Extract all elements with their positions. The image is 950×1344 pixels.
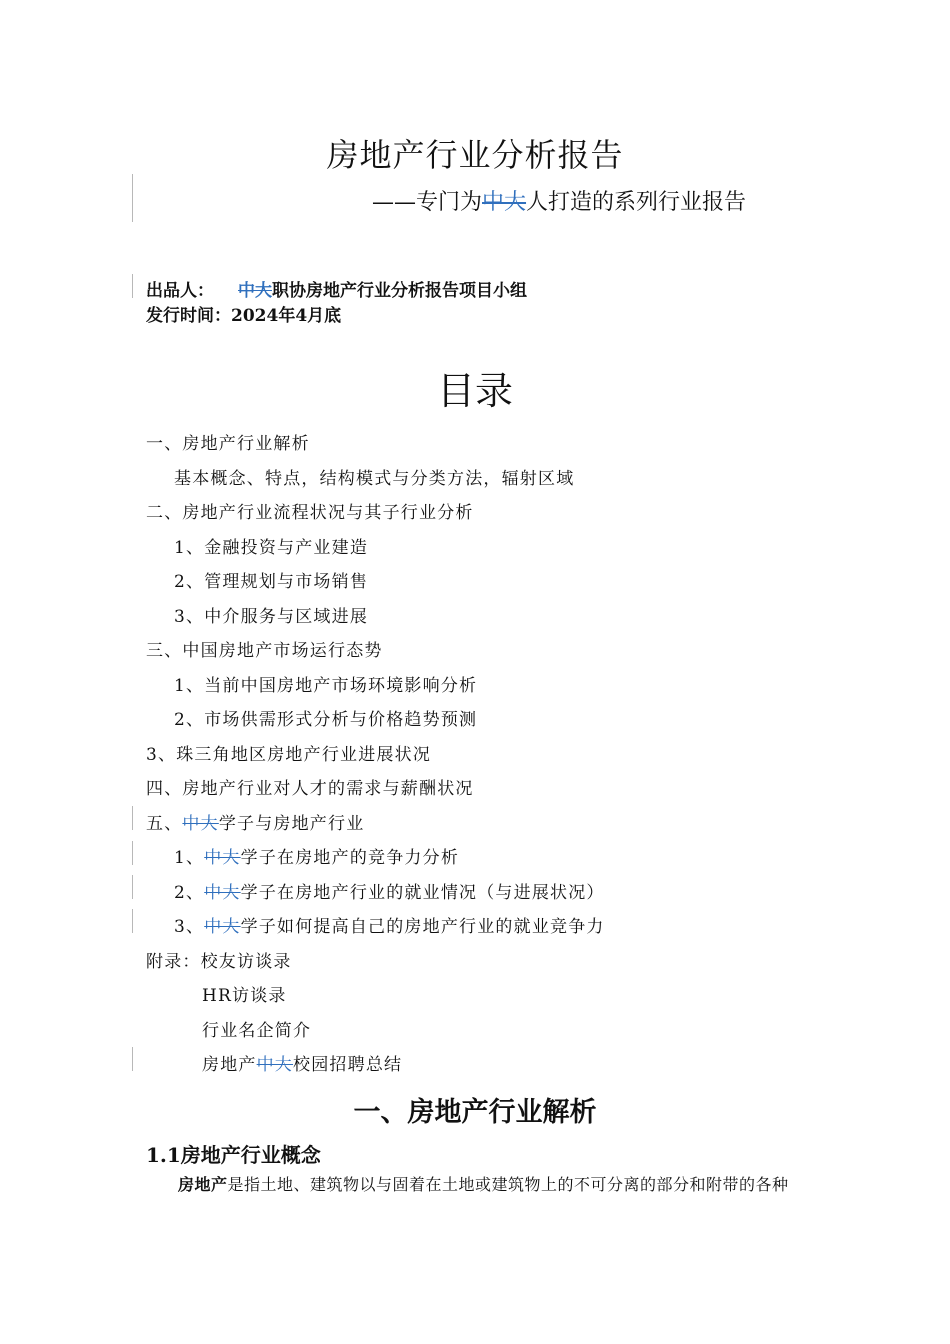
producer-label: 出品人：	[146, 281, 214, 301]
section-heading: 一、房地产行业解析	[353, 1097, 597, 1128]
toc-item[interactable]	[146, 429, 310, 454]
toc-item-text: 行业名企简介	[202, 1020, 312, 1041]
toc-item-text: 3、中介服务与区域进展	[174, 606, 369, 627]
subtitle-suffix: 人打造的系列行业报告	[526, 190, 747, 215]
revision-bar	[132, 174, 133, 222]
toc-item-text: 1、当前中国房地产市场环境影响分析	[174, 675, 478, 696]
deleted-text: 中大	[182, 813, 219, 834]
toc-item[interactable]	[174, 533, 368, 558]
paragraph-term: 房地产	[178, 1175, 228, 1194]
toc-item[interactable]	[202, 981, 287, 1006]
deleted-text: 中大	[204, 917, 241, 937]
section-paragraph	[178, 1172, 789, 1195]
toc-item-text: 学子如何提高自己的房地产行业的就业竞争力	[240, 917, 605, 937]
toc-item-text: 校园招聘总结	[293, 1055, 403, 1075]
toc-item[interactable]	[146, 740, 431, 765]
toc-item-text: 一、房地产行业解析	[146, 434, 310, 454]
revision-bar	[132, 806, 133, 830]
toc-item-text: 附录：校友访谈录	[146, 951, 292, 972]
subtitle-prefix: ——专门为	[372, 190, 483, 215]
document-title: 房地产行业分析报告	[326, 136, 624, 174]
toc-item[interactable]	[146, 947, 292, 972]
toc-item[interactable]	[174, 912, 605, 937]
toc-item[interactable]	[202, 1016, 311, 1041]
paragraph-text: 是指土地、建筑物以与固着在土地或建筑物上的不可分离的部分和附带的各种	[227, 1175, 789, 1194]
toc-item[interactable]	[174, 705, 477, 730]
revision-bar	[132, 909, 133, 933]
revision-bar	[132, 875, 133, 899]
toc-item[interactable]	[174, 464, 574, 489]
producer-name: 职协房地产行业分析报告项目小组	[272, 281, 527, 301]
toc-item-text: 2、	[174, 882, 205, 903]
toc-title: 目录	[436, 369, 513, 413]
toc-item-text: 房地产	[202, 1055, 257, 1075]
revision-bar	[132, 841, 133, 865]
toc-item-text: 2、市场供需形式分析与价格趋势预测	[174, 710, 478, 730]
deleted-text: 中大	[256, 1055, 294, 1075]
deleted-text: 中大	[204, 882, 241, 903]
revision-bar	[132, 1047, 133, 1071]
toc-item[interactable]	[174, 843, 459, 868]
toc-item-text: 1、金融投资与产业建造	[174, 537, 369, 558]
toc-item[interactable]	[146, 636, 383, 661]
toc-item-text: 四、房地产行业对人才的需求与薪酬状况	[146, 779, 474, 799]
toc-item-text: 1、	[174, 848, 205, 868]
toc-item[interactable]	[146, 498, 474, 523]
deleted-text: 中大	[204, 848, 241, 868]
toc-item-text: 五、	[146, 813, 183, 834]
toc-item-text: 二、房地产行业流程状况与其子行业分析	[146, 503, 474, 523]
toc-item-text: 三、中国房地产市场运行态势	[146, 641, 383, 661]
toc-item[interactable]	[202, 1050, 402, 1075]
toc-item-text: HR访谈录	[202, 986, 287, 1006]
toc-item-text: 学子在房地产行业的就业情况（与进展状况）	[240, 882, 605, 903]
toc-item[interactable]	[146, 774, 474, 799]
deleted-text: 中大	[482, 190, 527, 215]
toc-item-text: 学子与房地产行业	[218, 813, 365, 834]
section-subheading: 1.1房地产行业概念	[146, 1143, 321, 1167]
toc-item-text: 2、管理规划与市场销售	[174, 572, 369, 592]
toc-item[interactable]	[146, 809, 364, 834]
deleted-text: 中大	[238, 281, 272, 301]
toc-item-text: 3、	[174, 917, 205, 937]
toc-item-text: 3、珠三角地区房地产行业进展状况	[146, 744, 432, 765]
toc-item[interactable]	[174, 567, 368, 592]
revision-bar	[132, 274, 133, 298]
issue-date-line: 发行时间：2024年4月底	[146, 306, 342, 326]
toc-item[interactable]	[174, 671, 477, 696]
toc-item[interactable]	[174, 878, 605, 903]
document-subtitle	[372, 185, 746, 216]
toc-item-text: 学子在房地产的竞争力分析	[240, 848, 460, 868]
producer-line	[146, 276, 527, 301]
toc-item-text: 基本概念、特点，结构模式与分类方法，辐射区域	[174, 468, 575, 489]
toc-item[interactable]	[174, 602, 368, 627]
